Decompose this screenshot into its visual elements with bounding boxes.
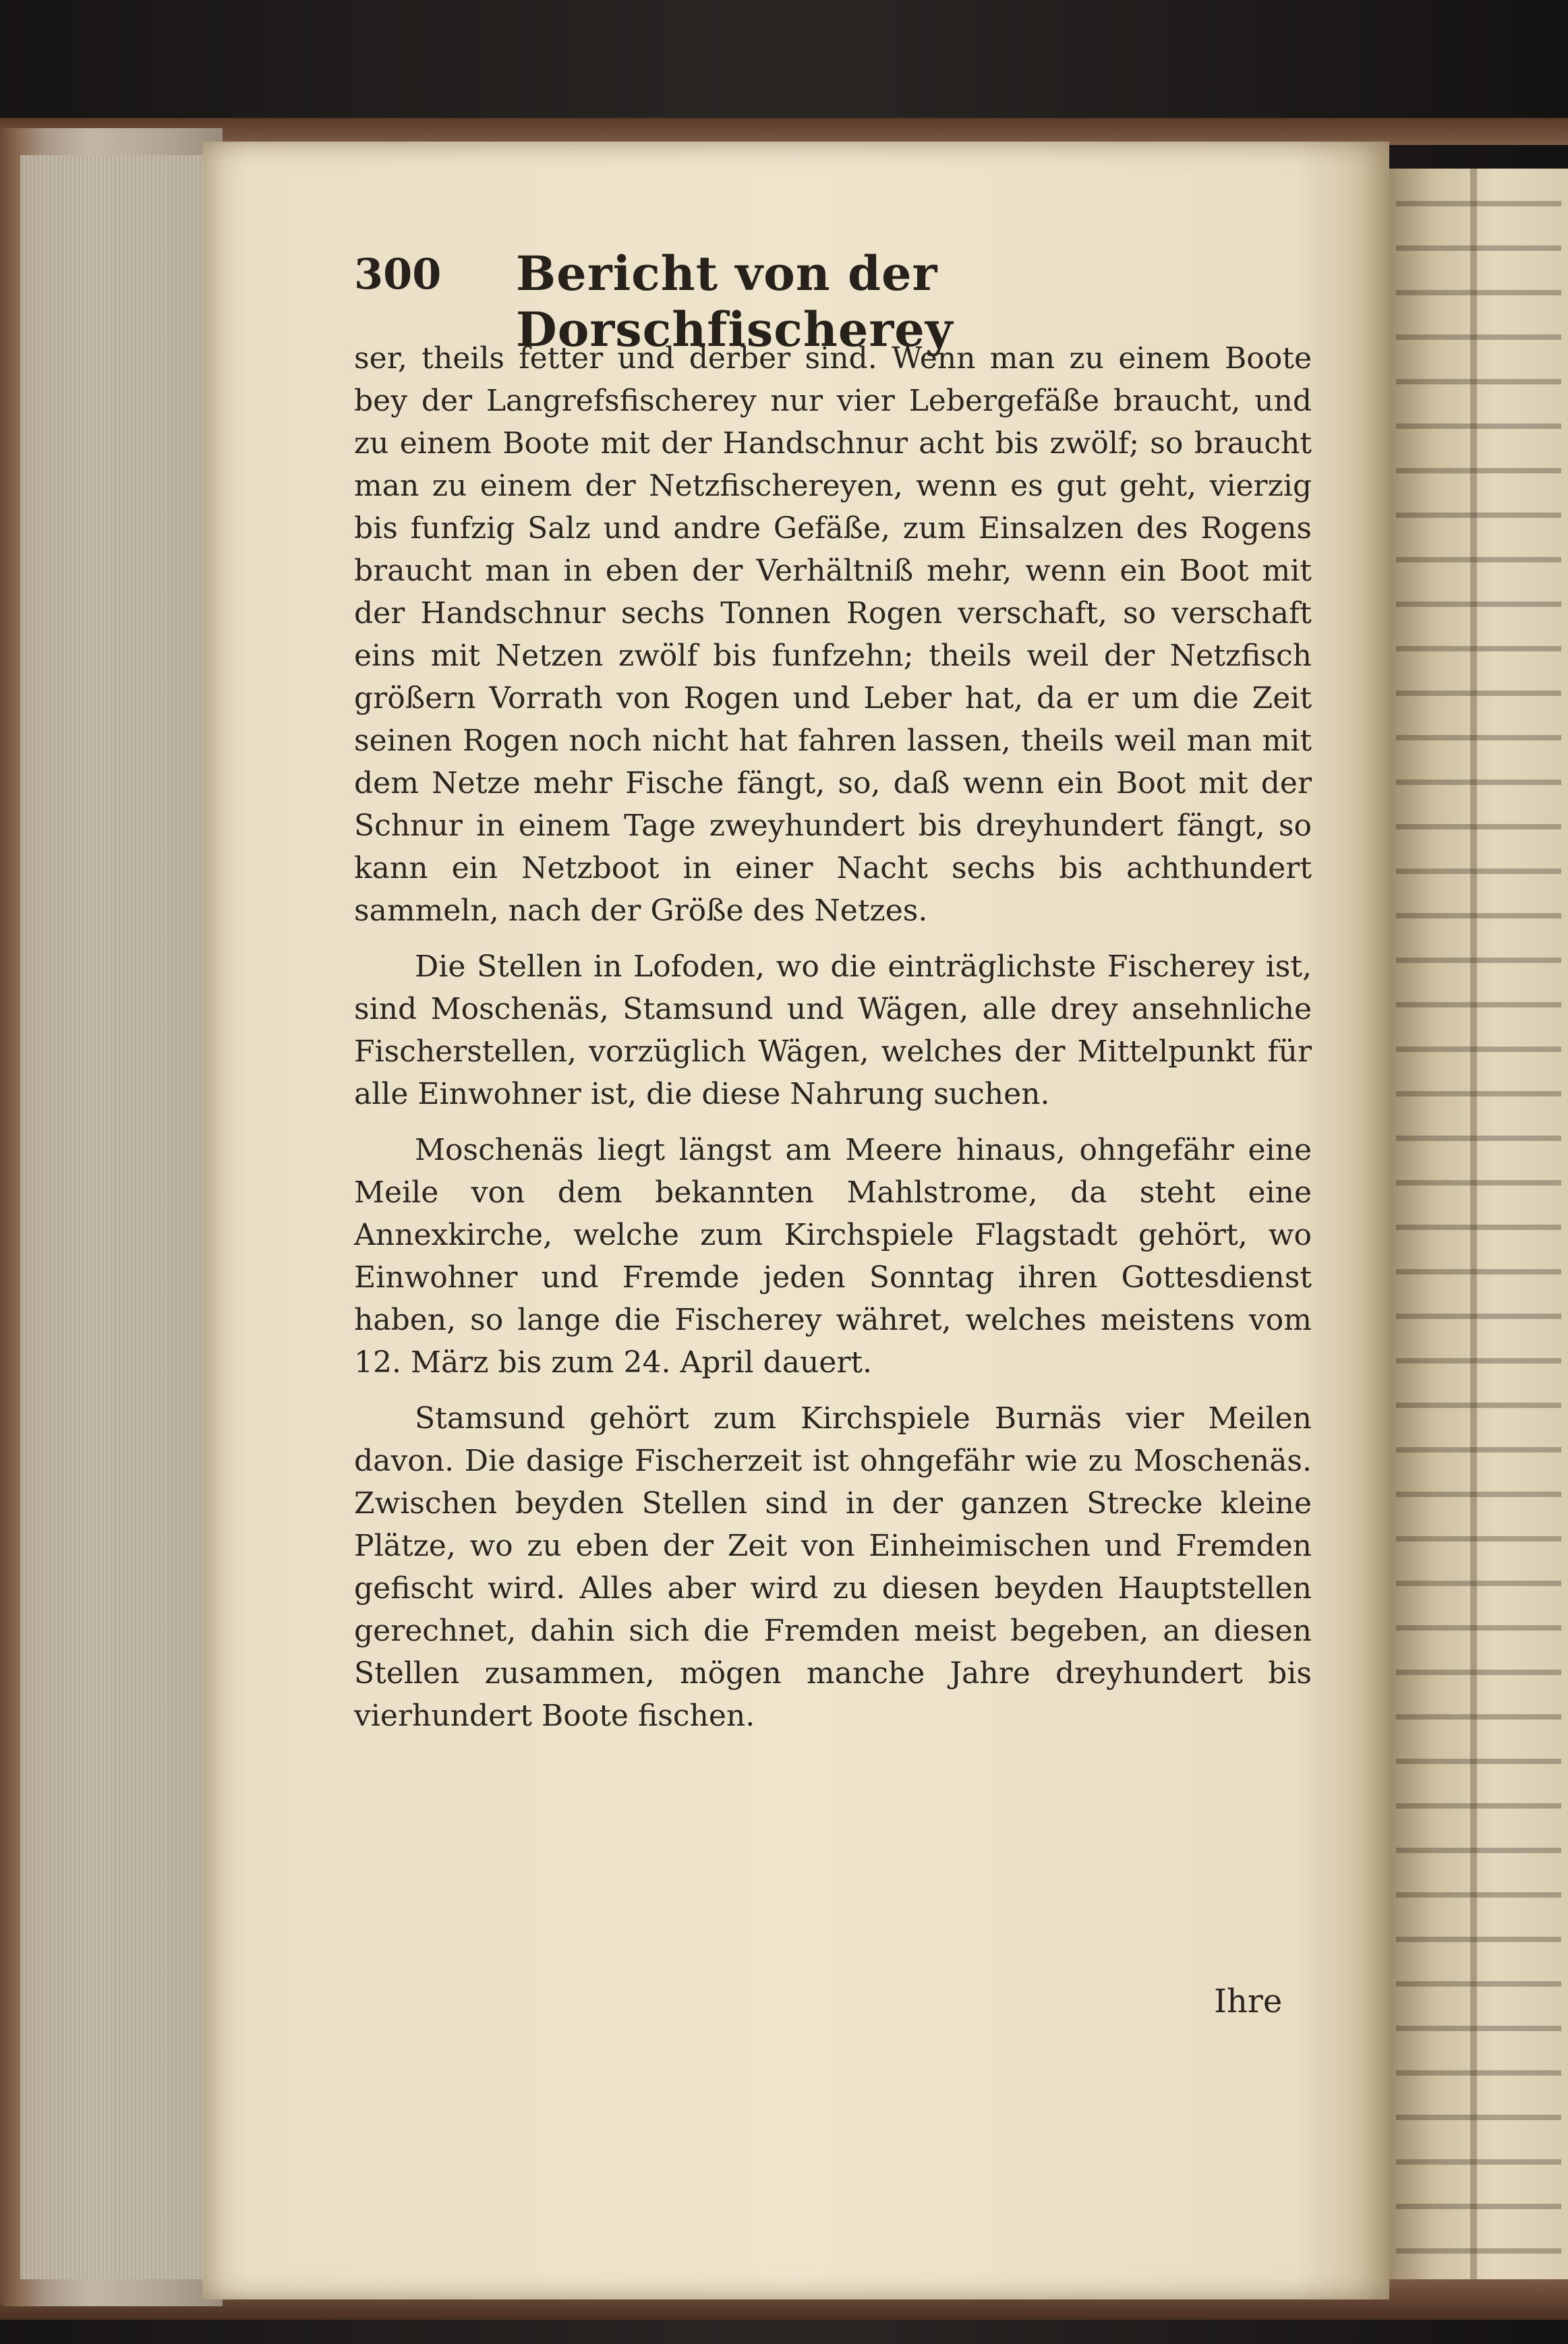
page-body bbox=[354, 337, 1312, 1737]
page-number: 300 bbox=[354, 250, 442, 299]
page-edges bbox=[20, 155, 216, 2279]
paragraph: Stamsund gehört zum Kirchspiele Burnäs vier Meilen davon. Die dasige Fischerzeit ist ohngefähr wie zu Moschenäs. Zwischen beyden Stellen sind in der ganzen Strecke kleine Plätze, wo zu eben der Zeit von Einheimischen und Fremden gefischt wird. Alles aber wird zu diesen beyden Hauptstellen gerechnet, dahin sich die Fremden meist begeben, an diesen Stellen zusammen, mögen manche Jahre dreyhundert bis vierhundert Boote fischen. bbox=[354, 1401, 1312, 1733]
page-header bbox=[354, 245, 1312, 357]
paragraph: Die Stellen in Lofoden, wo die einträglichste Fischerey ist, sind Moschenäs, Stamsund und Wägen, alle drey ansehnliche Fischerstellen, vorzüglich Wägen, welches der Mittelpunkt für alle Einwohner ist, die diese Nahrung suchen. bbox=[354, 949, 1312, 1111]
book-cover-top bbox=[0, 118, 1568, 145]
paragraph: ser, theils fetter und derber sind. Wenn man zu einem Boote bey der Langrefsfischerey nur vier Lebergefäße braucht, und zu einem Boote mit der Handschnur acht bis zwölf; so braucht man zu einem der Netzfischereyen, wenn es gut geht, vierzig bis funfzig Salz und andre Gefäße, zum Einsalzen des Rogens braucht man in eben der Verhältniß mehr, wenn ein Boot mit der Handschnur sechs Tonnen Rogen verschaft, so verschaft eins mit Netzen zwölf bis funfzehn; theils weil der Netzfisch größern Vorrath von Rogen und Leber hat, da er um die Zeit seinen Rogen noch nicht hat fahren lassen, theils weil man mit dem Netze mehr Fische fängt, so, daß wenn ein Boot mit der Schnur in einem Tage zweyhundert bis dreyhundert fängt, so kann ein Netzboot in einer Nacht sechs bis achthundert sammeln, nach der Größe des Netzes. bbox=[354, 341, 1312, 928]
running-title: Bericht von der Dorschfischerey bbox=[516, 245, 954, 357]
facing-page-text-lines bbox=[1396, 169, 1561, 2279]
catchword: Ihre bbox=[1214, 1983, 1283, 2020]
facing-page-edge bbox=[1389, 169, 1568, 2279]
facing-page-gutter bbox=[1470, 169, 1477, 2279]
paragraph: Moschenäs liegt längst am Meere hinaus, ohngefähr eine Meile von dem bekannten Mahlstrome, da steht eine Annexkirche, welche zum Kirchspiele Flagstadt gehört, wo Einwohner und Fremde jeden Sonntag ihren Gottesdienst haben, so lange die Fischerey währet, welches meistens vom 12. März bis zum 24. April dauert. bbox=[354, 1133, 1312, 1380]
